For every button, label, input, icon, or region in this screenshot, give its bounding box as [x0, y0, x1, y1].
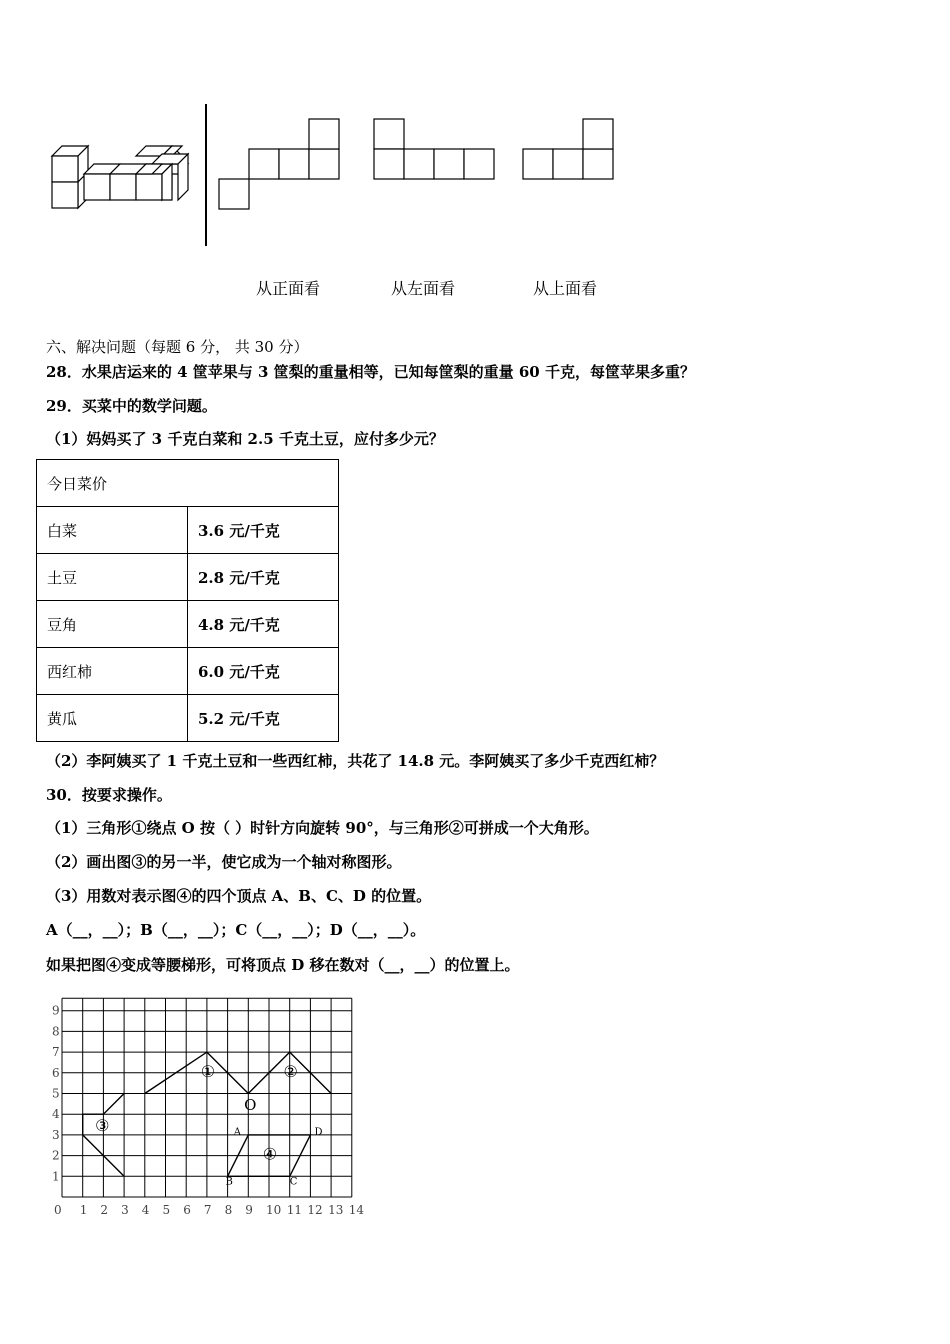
x-tick-label: 13 [328, 1203, 344, 1217]
point-label-d: D [314, 1126, 323, 1138]
x-tick-label: 12 [307, 1203, 323, 1217]
question-29-title: 29．买菜中的数学问题。 [46, 397, 217, 415]
table-row [37, 648, 339, 695]
point-label-a: A [233, 1126, 242, 1138]
y-tick-label: 1 [52, 1169, 60, 1184]
left-view [374, 119, 494, 179]
front-view [219, 119, 339, 209]
x-tick-label: 5 [162, 1203, 171, 1217]
x-tick-label: 0 [54, 1203, 62, 1217]
y-tick-label: 2 [52, 1148, 60, 1163]
x-tick-label: 14 [348, 1203, 365, 1217]
question-30-part4: 如果把图④变成等腰梯形，可将顶点 D 移在数对（__，__）的位置上。 [46, 956, 520, 974]
caption-top-view: 从上面看 [533, 279, 598, 298]
x-tick-label: 3 [121, 1203, 129, 1217]
y-tick-label: 9 [52, 1003, 60, 1018]
section-title: 六、解决问题（每题 6 分， 共 30 分） [46, 338, 309, 356]
question-28: 28．水果店运来的 4 筐苹果与 3 筐梨的重量相等，已知每筐梨的重量 60 千克，每筐苹果多重？ [46, 363, 695, 381]
caption-front-view: 从正面看 [256, 279, 321, 298]
y-tick-label: 7 [52, 1045, 60, 1060]
question-30-title: 30．按要求操作。 [46, 786, 172, 804]
x-tick-label: 4 [141, 1203, 150, 1217]
shape-label-1: ① [200, 1061, 216, 1081]
item-price: 3.6 元/千克 [188, 507, 339, 554]
x-tick-label: 8 [224, 1203, 233, 1217]
table-row [37, 554, 339, 601]
caption-left-view: 从左面看 [391, 279, 456, 298]
item-price: 6.0 元/千克 [188, 648, 339, 695]
item-name: 豆角 [37, 601, 188, 648]
coordinate-grid [40, 985, 370, 1225]
item-name: 土豆 [37, 554, 188, 601]
table-row [37, 695, 339, 742]
x-tick-label: 2 [100, 1203, 109, 1217]
y-tick-label: 4 [52, 1107, 60, 1122]
shape-label-3: ③ [95, 1115, 110, 1135]
cube-stack-3d [52, 146, 188, 208]
question-30-part3: （3）用数对表示图④的四个顶点 A、B、C、D 的位置。 [46, 887, 432, 905]
point-label-o: O [244, 1096, 257, 1115]
x-tick-label: 6 [183, 1203, 191, 1217]
question-29-part1: （1）妈妈买了 3 千克白菜和 2.5 千克土豆，应付多少元？ [46, 430, 444, 448]
question-30-part1: （1）三角形①绕点 O 按（ ）时针方向旋转 90°，与三角形②可拼成一个大角形。 [46, 819, 599, 837]
x-tick-label: 10 [266, 1203, 282, 1217]
item-price: 4.8 元/千克 [188, 601, 339, 648]
y-tick-label: 5 [52, 1086, 60, 1101]
price-table-title: 今日菜价 [37, 460, 339, 507]
item-name: 黄瓜 [37, 695, 188, 742]
point-label-c: C [289, 1176, 298, 1188]
table-row [37, 601, 339, 648]
three-views-figure [40, 100, 640, 260]
table-row [37, 507, 339, 554]
y-tick-label: 3 [52, 1127, 60, 1142]
x-tick-label: 7 [203, 1203, 212, 1217]
item-name: 白菜 [37, 507, 188, 554]
item-name: 西红柿 [37, 648, 188, 695]
x-tick-label: 11 [286, 1203, 302, 1217]
question-30-part2: （2）画出图③的另一半，使它成为一个轴对称图形。 [46, 853, 402, 871]
price-table [36, 459, 339, 742]
x-tick-label: 9 [245, 1203, 253, 1217]
item-price: 2.8 元/千克 [188, 554, 339, 601]
top-view [523, 119, 613, 179]
item-price: 5.2 元/千克 [188, 695, 339, 742]
question-29-part2: （2）李阿姨买了 1 千克土豆和一些西红柿，共花了 14.8 元。李阿姨买了多少千克西红柿？ [46, 752, 665, 770]
y-tick-label: 6 [52, 1065, 60, 1080]
x-tick-label: 1 [79, 1203, 88, 1217]
point-label-b: B [225, 1176, 233, 1188]
y-tick-label: 8 [52, 1024, 60, 1039]
shape-label-4: ④ [262, 1144, 278, 1164]
question-30-coords: A（__，__）；B（__，__）；C（__，__）；D（__，__）。 [46, 921, 426, 939]
shape-label-2: ② [283, 1061, 298, 1081]
